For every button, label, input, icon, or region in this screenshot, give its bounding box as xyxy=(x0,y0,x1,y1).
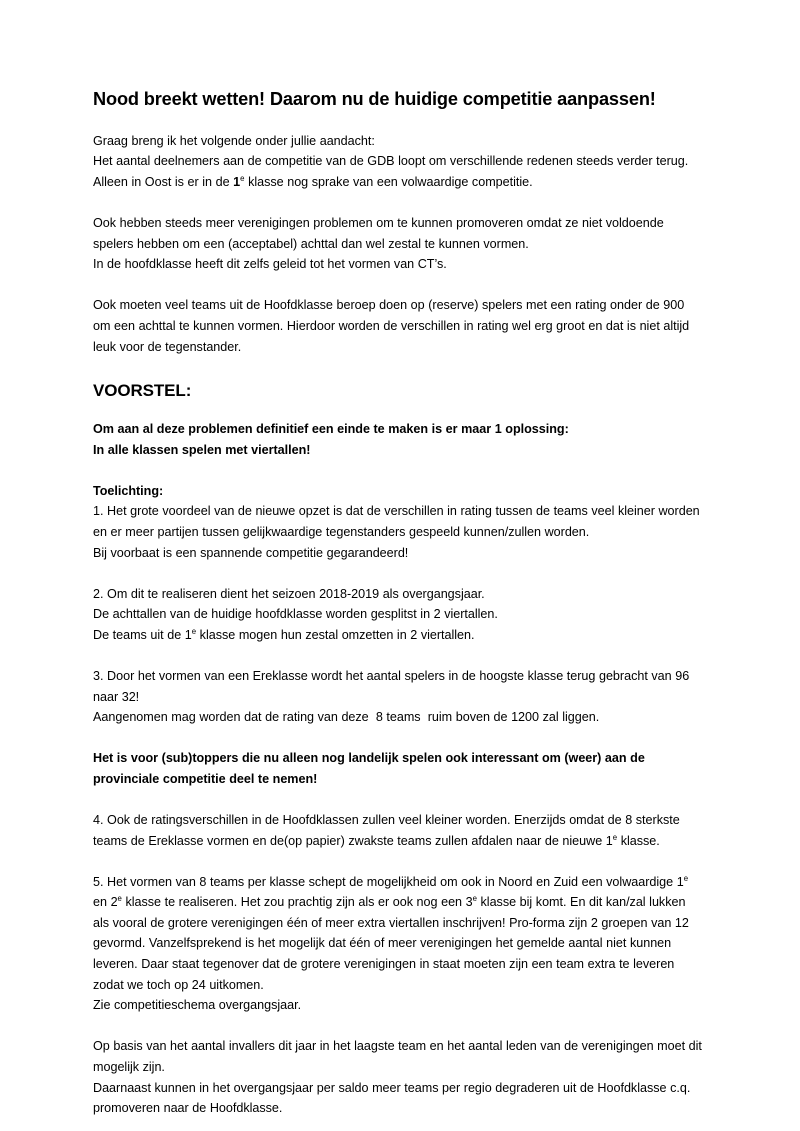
point-3 xyxy=(93,666,702,728)
point-3-line-2: Aangenomen mag worden dat de rating van deze 8 teams ruim boven de 1200 zal liggen. xyxy=(93,710,600,725)
promotie-line-2: In de hoofdklasse heeft dit zelfs geleid tot het vormen van CT’s. xyxy=(93,257,447,272)
point-5 xyxy=(93,872,702,1016)
section-title-voorstel: VOORSTEL: xyxy=(93,381,192,401)
toelichting-label: Toelichting: xyxy=(93,483,164,498)
intro-paragraph xyxy=(93,131,702,193)
point-5-last-line: Zie competitieschema overgangsjaar. xyxy=(93,998,302,1013)
point-5-ordinal-3: 3 xyxy=(465,895,473,910)
point-5-text-c: klasse te realiseren. Het zou prachtig zijn als er ook nog een xyxy=(121,895,466,910)
intro-line-2-part-b: klasse nog sprake van een volwaardige competitie. xyxy=(244,174,533,189)
page-title: Nood breekt wetten! Daarom nu de huidige competitie aanpassen! xyxy=(93,89,656,109)
point-4-text-a: 4. Ook de ratingsverschillen in de Hoofdklassen zullen veel kleiner worden. Enerzijds omdat de 8 sterkste teams de Ereklasse vormen en de(op papier) zwakste teams zullen afdalen naar de nieuwe xyxy=(93,813,680,848)
voorstel-statement-line-1: Om aan al deze problemen definitief een einde te maken is er maar 1 oplossing: xyxy=(93,422,569,437)
point-3-line-1: 3. Door het vormen van een Ereklasse wordt het aantal spelers in de hoogste klasse terug gebracht van 96 naar 32! xyxy=(93,669,690,704)
point-1-line-1: 1. Het grote voordeel van de nieuwe opzet is dat de verschillen in rating tussen de teams veel kleiner worden en er meer partijen tussen gelijkwaardige tegenstanders gespeeld kunnen/zullen worden. xyxy=(93,504,700,540)
point-4-ordinal-number: 1 xyxy=(605,833,613,848)
document-body xyxy=(93,88,702,1119)
point-5-text-b: en xyxy=(93,895,111,910)
point-5-ordinal-1: 1 xyxy=(676,874,684,889)
promotie-line-1: Ook hebben steeds meer verenigingen problemen om te kunnen promoveren omdat ze niet voldoende spelers hebben om een (acceptabel) achttal dan wel zestal te kunnen vormen. xyxy=(93,216,664,251)
intro-line-1: Graag breng ik het volgende onder jullie aandacht: xyxy=(93,133,375,148)
point-5-ordinal-2-suffix: e xyxy=(117,894,122,904)
point-4-text-b: klasse. xyxy=(617,833,660,848)
point-2-line-3-part-b: klasse mogen hun zestal omzetten in 2 viertallen. xyxy=(196,627,475,642)
point-2-line-2: De achttallen van de huidige hoofdklasse worden gesplitst in 2 viertallen. xyxy=(93,607,498,622)
voorstel-statement xyxy=(93,419,702,460)
point-2-ordinal-number: 1 xyxy=(184,627,192,642)
closing-line-1: Op basis van het aantal invallers dit jaar in het laagste team en het aantal leden van de verenigingen moet dit mogelijk zijn. xyxy=(93,1039,702,1074)
toelichting-block xyxy=(93,481,702,563)
paragraph-promotie xyxy=(93,213,702,275)
voorstel-statement-line-2: In alle klassen spelen met viertallen! xyxy=(93,442,311,457)
intro-line-2-part-a: Het aantal deelnemers aan de competitie van de GDB loopt om verschillende redenen steeds verder terug. Alleen in Oost is er in de xyxy=(93,154,689,189)
point-5-text-a: 5. Het vormen van 8 teams per klasse schept de mogelijkheid om ook in Noord en Zuid een volwaardige xyxy=(93,874,677,889)
point-5-ordinal-3-suffix: e xyxy=(472,894,477,904)
point-2-ordinal-suffix: e xyxy=(191,626,197,636)
point-1-line-2: Bij voorbaat is een spannende competitie gegarandeerd! xyxy=(93,545,409,560)
point-4-ordinal-suffix: e xyxy=(612,832,618,842)
paragraph-rating: Ook moeten veel teams uit de Hoofdklasse beroep doen op (reserve) spelers met een rating onder de 900 om een achttal te kunnen vormen. Hierdoor worden de verschillen in rating wel erg groot en dat is niet altijd leuk voor de tegenstander. xyxy=(93,298,690,354)
intro-ordinal-number: 1 xyxy=(233,174,241,189)
closing-line-2: Daarnaast kunnen in het overgangsjaar per saldo meer teams per regio degraderen uit de Hoofdklasse c.q. promoveren naar de Hoofdklasse. xyxy=(93,1080,691,1116)
point-2-line-1: 2. Om dit te realiseren dient het seizoen 2018-2019 als overgangsjaar. xyxy=(93,586,485,601)
paragraph-subtoppers: Het is voor (sub)toppers die nu alleen nog landelijk spelen ook interessant om (weer) aan de provinciale competitie deel te nemen! xyxy=(93,751,645,786)
point-5-text-d: klasse bij komt. En dit kan/zal lukken als vooral de grotere verenigingen één of meer extra viertallen inschrijven! Pro-forma zijn 2 groepen van 12 gevormd. Vanzelfsprekend is het mogelijk dat één of meer verenigingen het gemelde aantal niet kunnen leveren. Daar staat tegenover dat de grotere verenigingen in staat moeten zijn een team extra te leveren zodat we toch op 24 uitkomen. xyxy=(93,895,689,992)
point-5-ordinal-1-suffix: e xyxy=(683,873,689,883)
point-2 xyxy=(93,584,702,646)
intro-ordinal-suffix: e xyxy=(240,173,245,183)
point-4 xyxy=(93,810,702,851)
point-2-line-3-part-a: De teams uit de xyxy=(93,627,185,642)
closing-paragraph xyxy=(93,1036,702,1118)
point-5-ordinal-2: 2 xyxy=(110,895,118,910)
